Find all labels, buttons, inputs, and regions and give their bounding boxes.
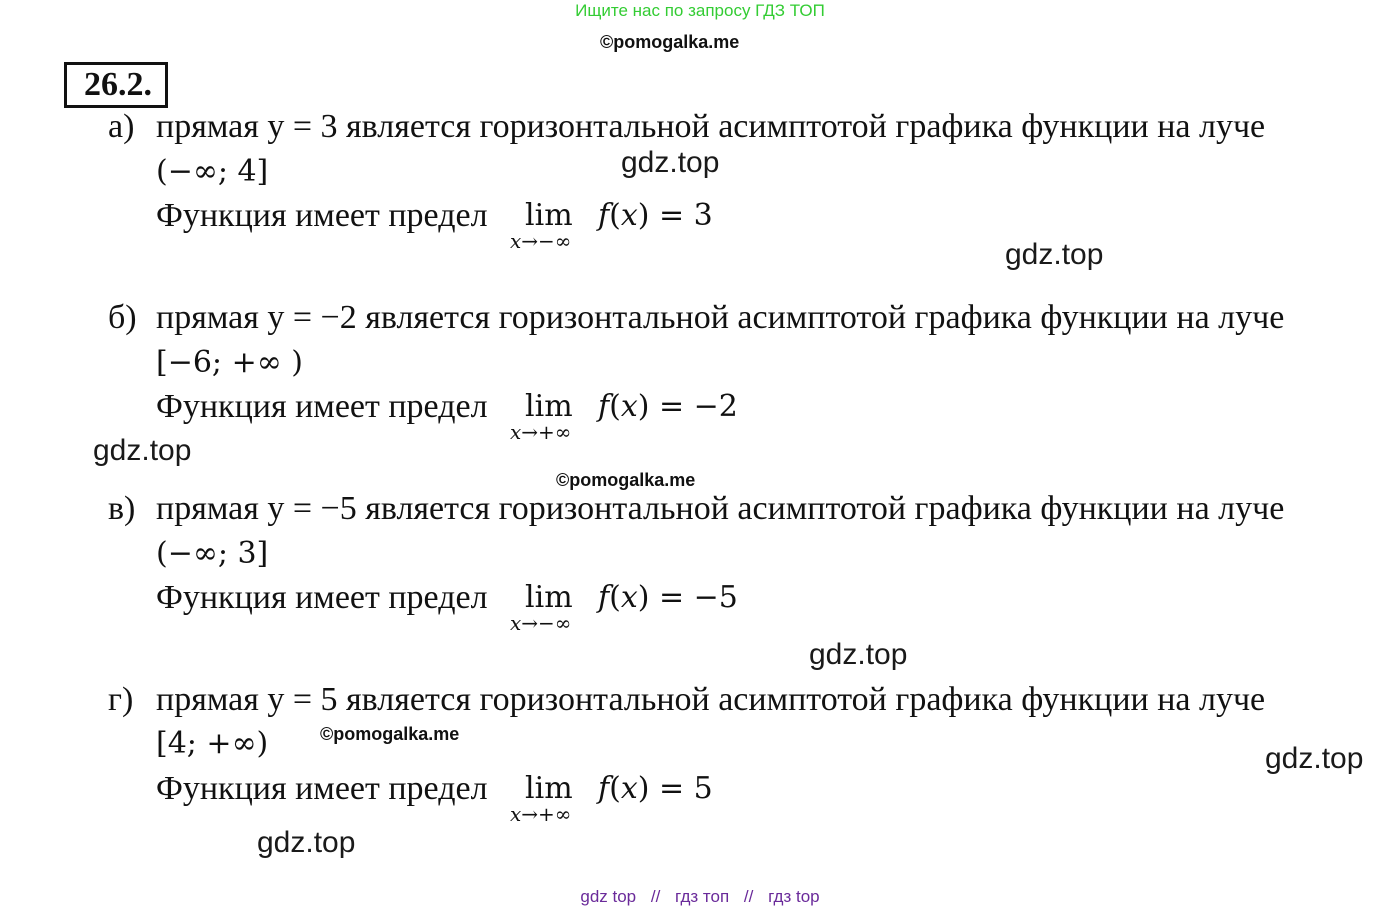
part-a-limit-prefix: Функция имеет предел (156, 197, 488, 234)
part-b-fx: f(x) = −2 (598, 389, 738, 424)
part-d-fx: f(x) = 5 (598, 771, 713, 806)
part-a-lim-sub: x→−∞ (510, 229, 572, 253)
footer-link-gdz-top-ru[interactable]: гдз топ (675, 887, 730, 906)
footer-separator-2: // (743, 887, 754, 906)
watermark-gdz-6: gdz.top (257, 826, 356, 859)
copyright-header: ©pomogalka.me (600, 32, 740, 52)
watermark-pomogalka-2: ©pomogalka.me (320, 724, 460, 744)
part-a-lim-word: lim (525, 198, 573, 233)
part-a-statement: прямая y = 3 является горизонтальной асимптотой графика функции на луче (156, 108, 1266, 145)
part-c-fx: f(x) = −5 (598, 580, 738, 615)
footer-links (0, 886, 1400, 908)
part-c-lim-sub: x→−∞ (510, 611, 572, 635)
watermark-gdz-5: gdz.top (1265, 742, 1364, 775)
watermark-pomogalka-1: ©pomogalka.me (556, 470, 696, 490)
part-d-limit-prefix: Функция имеет предел (156, 770, 488, 807)
search-hint: Ищите нас по запросу ГДЗ ТОП (575, 1, 825, 20)
task-number: 26.2. (64, 62, 168, 108)
part-c-interval: (−∞; 3] (156, 536, 269, 571)
part-d-interval: [4; +∞) (156, 726, 269, 761)
part-b-limit-prefix: Функция имеет предел (156, 388, 488, 425)
part-a-fx: f(x) = 3 (598, 198, 713, 233)
part-d-lim-sub: x→+∞ (510, 802, 572, 826)
part-c-statement: прямая y = −5 является горизонтальной асимптотой графика функции на луче (156, 490, 1285, 527)
watermark-gdz-2: gdz.top (1005, 238, 1104, 271)
part-b-lim-word: lim (525, 389, 573, 424)
part-c-limit-prefix: Функция имеет предел (156, 579, 488, 616)
footer-separator-1: // (650, 887, 661, 906)
part-b-label: б) (108, 299, 137, 336)
part-c-lim-word: lim (525, 580, 573, 615)
part-a-label: а) (108, 108, 135, 145)
part-b-interval: [−6; +∞ ) (156, 345, 303, 380)
part-b-statement: прямая y = −2 является горизонтальной асимптотой графика функции на луче (156, 299, 1285, 336)
watermark-gdz-3: gdz.top (93, 434, 192, 467)
footer-link-gdz-top-mixed[interactable]: гдз top (768, 887, 820, 906)
watermark-gdz-1: gdz.top (621, 146, 720, 179)
watermark-gdz-4: gdz.top (809, 638, 908, 671)
part-b-lim-sub: x→+∞ (510, 420, 572, 444)
part-c-label: в) (108, 490, 136, 527)
footer-link-gdz-top[interactable]: gdz top (580, 887, 637, 906)
part-a-interval: (−∞; 4] (156, 154, 269, 189)
part-d-lim-word: lim (525, 771, 573, 806)
part-d-label: г) (108, 681, 134, 718)
part-d-statement: прямая y = 5 является горизонтальной асимптотой графика функции на луче (156, 681, 1266, 718)
